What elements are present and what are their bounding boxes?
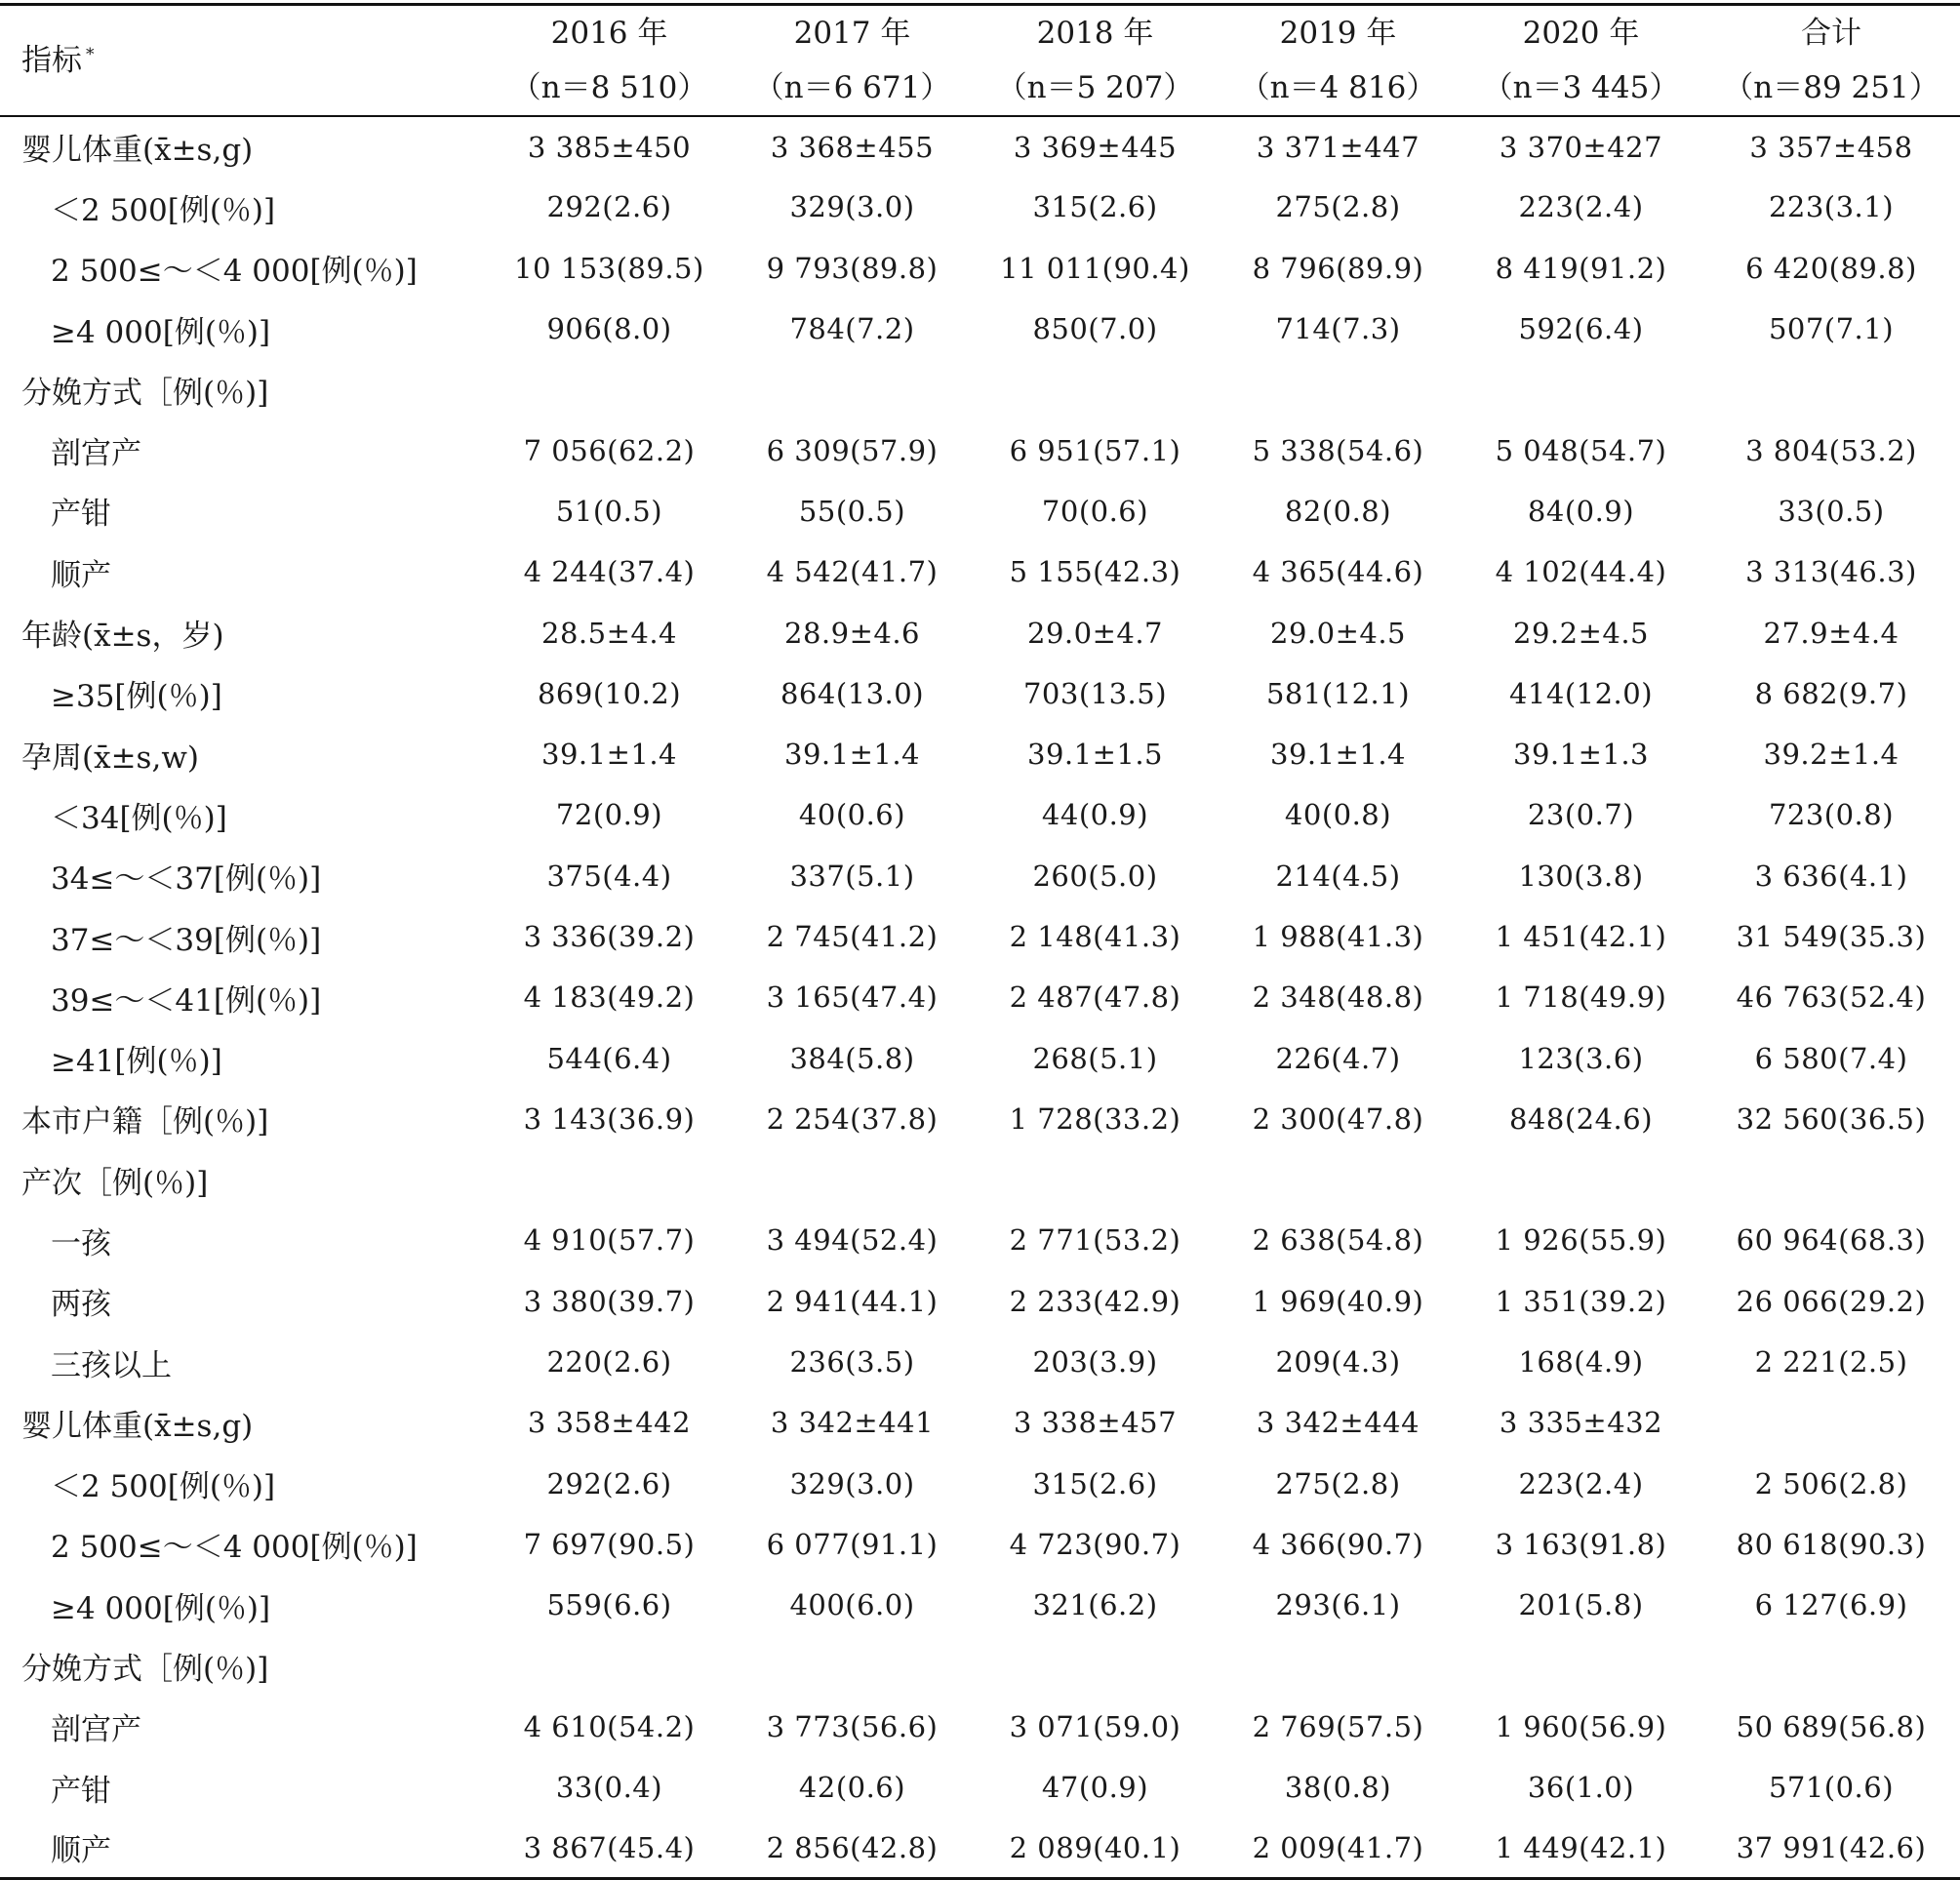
table-cell: 223(3.1) — [1768, 190, 1895, 224]
indicator-header — [0, 5, 488, 117]
row-sublabel: ＜2 500[例(％)] — [51, 1469, 276, 1505]
table-cell: 1 988(41.3) — [1252, 920, 1424, 953]
table-cell: 5 048(54.7) — [1495, 433, 1667, 467]
table-row — [0, 906, 1960, 967]
table-row — [0, 1392, 1960, 1453]
table-row — [0, 1697, 1960, 1757]
table-cell: 3 804(53.2) — [1745, 433, 1917, 467]
table-cell: 4 102(44.4) — [1495, 555, 1667, 589]
table-cell: 223(2.4) — [1518, 1466, 1644, 1500]
table-cell: 33(0.5) — [1778, 494, 1885, 528]
table-cell: 55(0.5) — [798, 494, 906, 528]
table-cell — [731, 1149, 974, 1210]
table-cell — [974, 1149, 1217, 1210]
table-cell: 220(2.6) — [546, 1345, 672, 1380]
table-cell: 11 011(90.4) — [1000, 251, 1190, 285]
table-cell: 23(0.7) — [1527, 798, 1635, 832]
table-cell: 337(5.1) — [789, 859, 915, 893]
row-sublabel: 顺产 — [51, 1833, 111, 1869]
table-cell: 50 689(56.8) — [1736, 1709, 1927, 1743]
row-sublabel: 产钳 — [51, 1773, 111, 1809]
table-cell: 3 380(39.7) — [523, 1284, 696, 1318]
table-cell: 2 300(47.8) — [1252, 1101, 1424, 1136]
table-cell: 1 960(56.9) — [1495, 1709, 1667, 1743]
table-cell: 168(4.9) — [1518, 1345, 1644, 1380]
table-cell: 1 969(40.9) — [1252, 1284, 1424, 1318]
table-cell: 2 487(47.8) — [1009, 980, 1181, 1015]
table-cell: 4 723(90.7) — [1009, 1527, 1181, 1561]
table-row — [0, 663, 1960, 724]
column-header — [974, 5, 1217, 117]
table-cell: 723(0.8) — [1768, 798, 1895, 832]
table-cell: 82(0.8) — [1284, 494, 1392, 528]
table-cell: 9 793(89.8) — [766, 251, 939, 285]
table-row — [0, 420, 1960, 480]
table-cell: 329(3.0) — [789, 190, 915, 224]
row-sublabel: 剖宫产 — [51, 436, 141, 472]
table-cell — [1702, 1635, 1960, 1696]
table-row — [0, 1514, 1960, 1575]
table-cell: 3 385±450 — [527, 130, 692, 164]
table-cell: 39.1±1.5 — [1027, 738, 1163, 772]
table-cell: 1 449(42.1) — [1495, 1830, 1667, 1864]
table-cell: 2 348(48.8) — [1252, 980, 1424, 1015]
table-cell: 2 856(42.8) — [766, 1830, 939, 1864]
table-cell: 40(0.8) — [1284, 798, 1392, 832]
table-row — [0, 1575, 1960, 1635]
table-cell: 27.9±4.4 — [1763, 616, 1900, 650]
table-cell: 4 244(37.4) — [523, 555, 696, 589]
table-cell: 384(5.8) — [789, 1041, 915, 1075]
table-row — [0, 967, 1960, 1027]
table-cell: 292(2.6) — [546, 190, 672, 224]
table-cell: 3 773(56.6) — [766, 1709, 939, 1743]
table-cell: 315(2.6) — [1032, 1466, 1158, 1500]
table-cell: 2 221(2.5) — [1754, 1345, 1908, 1380]
table-row — [0, 1332, 1960, 1392]
table-cell — [488, 1635, 731, 1696]
table-cell: 3 370±427 — [1499, 130, 1663, 164]
row-label: 年龄(x̄±s，岁) — [21, 619, 224, 655]
table-row — [0, 116, 1960, 177]
table-cell: 6 951(57.1) — [1009, 433, 1181, 467]
table-cell: 6 580(7.4) — [1754, 1041, 1908, 1075]
column-header — [1460, 5, 1702, 117]
table-cell: 29.0±4.7 — [1027, 616, 1163, 650]
indicator-header-label: 指标 — [21, 43, 82, 78]
table-cell: 850(7.0) — [1032, 312, 1158, 346]
row-sublabel: ＜34[例(％)] — [51, 800, 227, 836]
row-label: 产次［例(％)] — [21, 1165, 209, 1201]
table-row — [0, 1089, 1960, 1149]
table-row — [0, 846, 1960, 906]
table-row — [0, 1271, 1960, 1332]
table-cell: 40(0.6) — [798, 798, 906, 832]
indicator-footnote-mark: * — [86, 45, 95, 64]
column-sample-size: （n＝8 510） — [510, 70, 708, 105]
table-cell: 44(0.9) — [1041, 798, 1149, 832]
table-cell — [1460, 1149, 1702, 1210]
table-cell: 39.1±1.4 — [1270, 738, 1406, 772]
table-cell: 33(0.4) — [555, 1771, 663, 1805]
table-row — [0, 299, 1960, 359]
row-sublabel: ≥41[例(％)] — [51, 1044, 222, 1080]
table-cell — [974, 359, 1217, 420]
row-sublabel: 顺产 — [51, 557, 111, 593]
table-cell: 8 682(9.7) — [1754, 676, 1908, 710]
column-year: 2018 年 — [1036, 16, 1154, 51]
table-cell — [731, 1635, 974, 1696]
table-row — [0, 1757, 1960, 1818]
column-header-total — [1702, 5, 1960, 117]
table-cell: 3 163(91.8) — [1495, 1527, 1667, 1561]
table-cell: 47(0.9) — [1041, 1771, 1149, 1805]
table-cell: 39.2±1.4 — [1763, 738, 1900, 772]
table-cell: 2 638(54.8) — [1252, 1223, 1424, 1258]
table-cell: 4 610(54.2) — [523, 1709, 696, 1743]
table-cell: 51(0.5) — [555, 494, 663, 528]
table-cell: 3 335±432 — [1499, 1406, 1663, 1440]
table-row — [0, 1635, 1960, 1696]
table-cell: 714(7.3) — [1275, 312, 1401, 346]
table-cell: 3 165(47.4) — [766, 980, 939, 1015]
table-cell: 32 560(36.5) — [1736, 1101, 1927, 1136]
table-cell: 72(0.9) — [555, 798, 663, 832]
table-cell: 559(6.6) — [546, 1588, 672, 1622]
table-cell: 2 089(40.1) — [1009, 1830, 1181, 1864]
table-cell: 8 419(91.2) — [1495, 251, 1667, 285]
table-cell: 8 796(89.9) — [1252, 251, 1424, 285]
column-year: 2020 年 — [1522, 16, 1640, 51]
table-cell: 2 009(41.7) — [1252, 1830, 1424, 1864]
table-cell — [1702, 1392, 1960, 1453]
table-cell: 848(24.6) — [1508, 1101, 1654, 1136]
table-cell: 414(12.0) — [1508, 676, 1654, 710]
column-sample-size: （n＝5 207） — [996, 70, 1194, 105]
table-cell: 70(0.6) — [1041, 494, 1149, 528]
table-cell: 29.0±4.5 — [1270, 616, 1406, 650]
table-row — [0, 1454, 1960, 1514]
row-label: 本市户籍［例(％)] — [21, 1104, 269, 1140]
table-cell: 268(5.1) — [1032, 1041, 1158, 1075]
table-cell: 31 549(35.3) — [1736, 920, 1927, 953]
table-cell: 226(4.7) — [1275, 1041, 1401, 1075]
table-cell: 39.1±1.3 — [1513, 738, 1649, 772]
row-sublabel: 34≤～＜37[例(％)] — [51, 861, 322, 898]
table-cell: 329(3.0) — [789, 1466, 915, 1500]
table-cell: 3 357±458 — [1749, 130, 1913, 164]
table-cell: 203(3.9) — [1032, 1345, 1158, 1380]
table-cell — [488, 359, 731, 420]
table-row — [0, 359, 1960, 420]
table-cell: 581(12.1) — [1265, 676, 1411, 710]
table-row — [0, 1818, 1960, 1878]
table-cell: 39.1±1.4 — [541, 738, 677, 772]
table-cell: 80 618(90.3) — [1736, 1527, 1927, 1561]
table-cell — [731, 359, 974, 420]
row-label: 分娩方式［例(％)] — [21, 1652, 269, 1688]
table-cell: 39.1±1.4 — [784, 738, 920, 772]
row-sublabel: ≥4 000[例(％)] — [51, 314, 271, 350]
table-cell: 28.9±4.6 — [784, 616, 920, 650]
table-cell: 2 233(42.9) — [1009, 1284, 1181, 1318]
row-label: 分娩方式［例(％)] — [21, 375, 269, 411]
column-year: 2017 年 — [793, 16, 911, 51]
table-cell: 5 338(54.6) — [1252, 433, 1424, 467]
table-row — [0, 1149, 1960, 1210]
table-cell: 869(10.2) — [537, 676, 682, 710]
table-cell — [1217, 1149, 1460, 1210]
table-cell: 2 254(37.8) — [766, 1101, 939, 1136]
column-year: 合计 — [1801, 16, 1861, 51]
table-cell — [1460, 1635, 1702, 1696]
column-sample-size: （n＝89 251） — [1723, 70, 1940, 105]
row-sublabel: ＜2 500[例(％)] — [51, 192, 276, 228]
table-cell: 1 926(55.9) — [1495, 1223, 1667, 1258]
table-header — [0, 5, 1960, 117]
table-cell: 3 636(4.1) — [1754, 859, 1908, 893]
table-cell — [1217, 359, 1460, 420]
row-sublabel: 39≤～＜41[例(％)] — [51, 982, 322, 1019]
column-year: 2016 年 — [550, 16, 668, 51]
table-cell: 3 867(45.4) — [523, 1830, 696, 1864]
row-label: 婴儿体重(x̄±s,g) — [21, 133, 254, 169]
table-cell: 3 342±441 — [770, 1406, 935, 1440]
table-cell: 3 371±447 — [1256, 130, 1420, 164]
table-row — [0, 602, 1960, 662]
table-cell: 260(5.0) — [1032, 859, 1158, 893]
table-cell: 209(4.3) — [1275, 1345, 1401, 1380]
table-cell: 906(8.0) — [546, 312, 672, 346]
table-cell: 1 728(33.2) — [1009, 1101, 1181, 1136]
table-cell: 4 365(44.6) — [1252, 555, 1424, 589]
table-row — [0, 238, 1960, 299]
column-header — [731, 5, 974, 117]
column-sample-size: （n＝3 445） — [1482, 70, 1680, 105]
table-cell: 123(3.6) — [1518, 1041, 1644, 1075]
table-cell: 292(2.6) — [546, 1466, 672, 1500]
table-cell: 6 420(89.8) — [1745, 251, 1917, 285]
header-row — [0, 5, 1960, 117]
table-cell: 4 542(41.7) — [766, 555, 939, 589]
table-cell: 29.2±4.5 — [1513, 616, 1649, 650]
row-sublabel: ≥4 000[例(％)] — [51, 1590, 271, 1626]
table-cell: 400(6.0) — [789, 1588, 915, 1622]
table-cell: 375(4.4) — [546, 859, 672, 893]
table-cell — [1702, 1149, 1960, 1210]
table-cell: 3 368±455 — [770, 130, 935, 164]
table-cell: 4 366(90.7) — [1252, 1527, 1424, 1561]
row-sublabel: 一孩 — [51, 1225, 111, 1261]
table-cell: 2 941(44.1) — [766, 1284, 939, 1318]
table-row — [0, 1210, 1960, 1270]
row-sublabel: 37≤～＜39[例(％)] — [51, 922, 322, 958]
table-cell: 2 745(41.2) — [766, 920, 939, 953]
table-cell: 2 771(53.2) — [1009, 1223, 1181, 1258]
table-cell: 321(6.2) — [1032, 1588, 1158, 1622]
table-cell — [488, 1149, 731, 1210]
table-cell: 37 991(42.6) — [1736, 1830, 1927, 1864]
table-cell: 214(4.5) — [1275, 859, 1401, 893]
table-cell: 3 358±442 — [527, 1406, 692, 1440]
table-cell — [1702, 359, 1960, 420]
column-header — [488, 5, 731, 117]
table-cell: 38(0.8) — [1284, 1771, 1392, 1805]
row-sublabel: 2 500≤～＜4 000[例(％)] — [51, 254, 418, 290]
column-sample-size: （n＝4 816） — [1239, 70, 1437, 105]
table-cell: 293(6.1) — [1275, 1588, 1401, 1622]
column-sample-size: （n＝6 671） — [753, 70, 951, 105]
table-cell: 3 369±445 — [1013, 130, 1178, 164]
table-cell — [1460, 359, 1702, 420]
table-cell: 1 718(49.9) — [1495, 980, 1667, 1015]
table-row — [0, 541, 1960, 602]
row-sublabel: 2 500≤～＜4 000[例(％)] — [51, 1530, 418, 1566]
table-cell: 3 143(36.9) — [523, 1101, 696, 1136]
table-cell: 275(2.8) — [1275, 190, 1401, 224]
column-header — [1217, 5, 1460, 117]
table-cell — [1217, 1635, 1460, 1696]
table-cell: 46 763(52.4) — [1736, 980, 1927, 1015]
table-cell: 10 153(89.5) — [514, 251, 704, 285]
table-cell: 201(5.8) — [1518, 1588, 1644, 1622]
table-cell: 3 313(46.3) — [1745, 555, 1917, 589]
table-cell: 571(0.6) — [1768, 1771, 1895, 1805]
table-cell: 2 148(41.3) — [1009, 920, 1181, 953]
table-cell: 28.5±4.4 — [541, 616, 677, 650]
row-sublabel: 三孩以上 — [51, 1347, 172, 1383]
row-label: 孕周(x̄±s,w) — [21, 740, 199, 776]
table-cell: 1 451(42.1) — [1495, 920, 1667, 953]
table-cell: 130(3.8) — [1518, 859, 1644, 893]
table-cell: 315(2.6) — [1032, 190, 1158, 224]
table-cell: 6 127(6.9) — [1754, 1588, 1908, 1622]
table-cell: 592(6.4) — [1518, 312, 1644, 346]
table-row — [0, 784, 1960, 845]
table-cell — [974, 1635, 1217, 1696]
table-cell: 60 964(68.3) — [1736, 1223, 1927, 1258]
table-cell: 1 351(39.2) — [1495, 1284, 1667, 1318]
table-cell: 703(13.5) — [1022, 676, 1168, 710]
table-cell: 784(7.2) — [789, 312, 915, 346]
table-cell: 544(6.4) — [546, 1041, 672, 1075]
table-row — [0, 724, 1960, 784]
table-cell: 4 910(57.7) — [523, 1223, 696, 1258]
table-cell: 42(0.6) — [798, 1771, 906, 1805]
table-cell: 7 056(62.2) — [523, 433, 696, 467]
row-sublabel: 剖宫产 — [51, 1712, 141, 1748]
row-label: 婴儿体重(x̄±s,g) — [21, 1408, 254, 1444]
data-table — [0, 3, 1960, 1880]
table-cell: 2 769(57.5) — [1252, 1709, 1424, 1743]
table-body — [0, 116, 1960, 1879]
table-cell: 84(0.9) — [1527, 494, 1635, 528]
table-row — [0, 481, 1960, 541]
table-cell: 864(13.0) — [780, 676, 925, 710]
table-cell: 223(2.4) — [1518, 190, 1644, 224]
table-cell: 7 697(90.5) — [523, 1527, 696, 1561]
column-year: 2019 年 — [1279, 16, 1397, 51]
table-cell: 3 071(59.0) — [1009, 1709, 1181, 1743]
table-cell: 507(7.1) — [1768, 312, 1895, 346]
table-cell: 236(3.5) — [789, 1345, 915, 1380]
table-cell: 36(1.0) — [1527, 1771, 1635, 1805]
table-row — [0, 177, 1960, 237]
table-row — [0, 1027, 1960, 1088]
table-cell: 26 066(29.2) — [1736, 1284, 1927, 1318]
table-cell: 6 077(91.1) — [766, 1527, 939, 1561]
table-cell: 6 309(57.9) — [766, 433, 939, 467]
table-cell: 3 336(39.2) — [523, 920, 696, 953]
row-sublabel: ≥35[例(％)] — [51, 679, 222, 715]
row-sublabel: 两孩 — [51, 1287, 111, 1323]
table-cell: 275(2.8) — [1275, 1466, 1401, 1500]
table-cell: 3 494(52.4) — [766, 1223, 939, 1258]
table-cell: 5 155(42.3) — [1009, 555, 1181, 589]
table-cell: 3 342±444 — [1256, 1406, 1420, 1440]
row-sublabel: 产钳 — [51, 497, 111, 533]
table-cell: 4 183(49.2) — [523, 980, 696, 1015]
table-cell: 3 338±457 — [1013, 1406, 1178, 1440]
table-cell: 2 506(2.8) — [1754, 1466, 1908, 1500]
